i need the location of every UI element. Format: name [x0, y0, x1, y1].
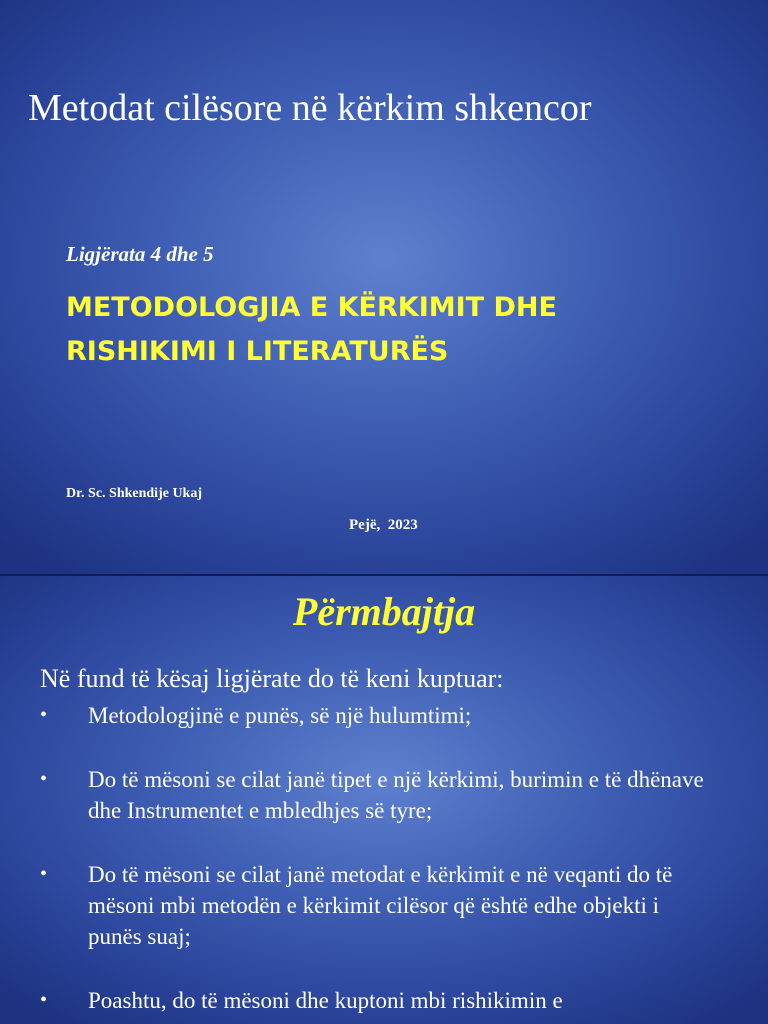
bullet-symbol: • — [40, 863, 48, 885]
contents-slide — [0, 576, 768, 1024]
presentation-title: Metodat cilësore në kërkim shkencor — [28, 87, 592, 129]
bullet-item — [40, 985, 740, 1016]
contents-bullet-list — [40, 700, 740, 1024]
bullet-symbol: • — [40, 989, 48, 1011]
bullet-symbol: • — [40, 768, 48, 790]
lecture-heading-line-2: RISHIKIMI I LITERATURËS — [66, 336, 449, 367]
bullet-text: Poashtu, do të mësoni dhe kuptoni mbi rishikimin e — [88, 988, 563, 1013]
author-name: Dr. Sc. Shkendije Ukaj — [66, 486, 203, 501]
bullet-item — [40, 859, 740, 952]
lecture-number: Ligjërata 4 dhe 5 — [66, 242, 214, 266]
bullet-text: Do të mësoni se cilat janë tipet e një kërkimi, burimin e të dhënave dhe Instrumentet e mbledhjes së tyre; — [88, 767, 704, 823]
bullet-symbol: • — [40, 704, 48, 726]
bullet-item — [40, 700, 740, 731]
contents-intro: Në fund të kësaj ligjërate do të keni kuptuar: — [40, 664, 504, 693]
lecture-heading-line-1: METODOLOGJIA E KËRKIMIT DHE — [66, 292, 557, 323]
bullet-text: Do të mësoni se cilat janë metodat e kërkimit e në veqanti do të mësoni mbi metodën e kërkimit cilësor që është edhe objekti i punës suaj; — [88, 862, 673, 949]
contents-title: Përmbajtja — [292, 589, 476, 634]
bullet-item — [40, 764, 740, 826]
bullet-text: Metodologjinë e punës, së një hulumtimi; — [88, 703, 472, 728]
lecture-heading — [66, 286, 706, 374]
place-and-year: Pejë, 2023 — [349, 517, 418, 533]
